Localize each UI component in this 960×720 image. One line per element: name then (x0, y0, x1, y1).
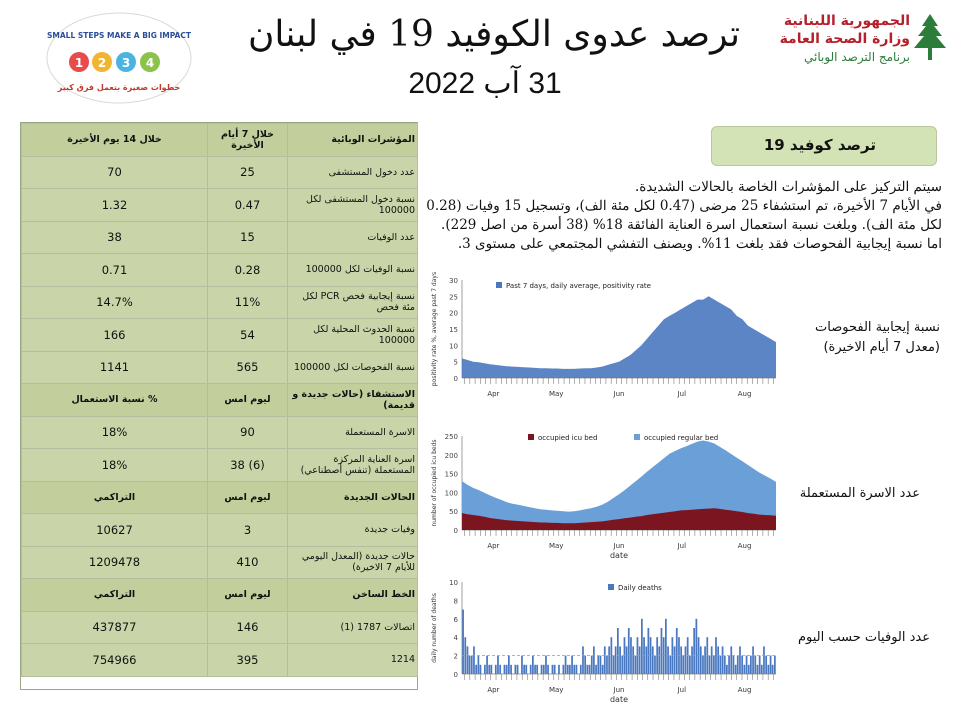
death-bar (534, 665, 536, 674)
y-tick-label: 0 (453, 375, 458, 383)
indicator-value: 565 (208, 351, 288, 384)
death-bar (462, 610, 464, 674)
death-bar (604, 646, 606, 674)
indicator-label: الاسرة المستعملة (288, 416, 418, 449)
table-header-row (22, 384, 418, 417)
death-bar (547, 665, 549, 674)
death-bar (667, 646, 669, 674)
indicator-value: 54 (208, 319, 288, 352)
death-bar (567, 665, 569, 674)
death-bar (497, 656, 499, 674)
death-bar (754, 656, 756, 674)
death-bar (565, 656, 567, 674)
death-bar (737, 656, 739, 674)
legend-label: occupied icu bed (538, 434, 598, 442)
x-month-label: Jul (677, 542, 687, 550)
x-month-label: May (548, 542, 564, 550)
svg-text:خطوات صغيرة بتعمل فرق كبير: خطوات صغيرة بتعمل فرق كبير (57, 83, 181, 92)
death-bar (772, 665, 774, 674)
y-axis-label: positivity rate %, average past 7 days (431, 272, 438, 387)
death-bar (691, 646, 693, 674)
indicator-value: 38 (22, 221, 208, 254)
death-bar (641, 619, 643, 674)
x-axis-label: date (609, 551, 629, 560)
table-row (22, 319, 418, 352)
death-bar (552, 665, 554, 674)
death-bar (750, 656, 752, 674)
death-bar (569, 665, 571, 674)
table-header-cell: خلال 7 أيام الأخيرة (208, 124, 288, 157)
indicator-label: نسبة إيجابية فحص PCR لكل مئة فحص (288, 286, 418, 319)
death-bar (700, 646, 702, 674)
table-header-cell: التراكمي (22, 579, 208, 612)
death-bar (730, 646, 732, 674)
indicator-value: 70 (22, 156, 208, 189)
indicator-value: 10627 (22, 514, 208, 547)
ministry-line2: وزارة الصحة العامة (779, 31, 910, 47)
death-bar (726, 665, 728, 674)
y-tick-label: 8 (453, 597, 458, 606)
table-header-row (22, 124, 418, 157)
ministry-logo-text (760, 12, 910, 66)
table-header-cell: الخط الساخن (288, 579, 418, 612)
table-row (22, 221, 418, 254)
indicator-value: 18% (22, 449, 208, 482)
death-bar (658, 646, 660, 674)
death-bar (536, 665, 538, 674)
table-header-cell: ليوم امس (208, 384, 288, 417)
death-bar (495, 665, 497, 674)
death-bar (635, 656, 637, 674)
y-tick-label: 25 (449, 293, 458, 302)
death-bar (488, 665, 490, 674)
death-bar (530, 665, 532, 674)
death-bar (486, 656, 488, 674)
table-row (22, 351, 418, 384)
svg-text:SMALL STEPS MAKE A BIG IMPACT: SMALL STEPS MAKE A BIG IMPACT (47, 31, 191, 40)
x-month-label: Aug (737, 390, 752, 398)
x-month-label: Jul (677, 686, 687, 694)
death-bar (499, 665, 501, 674)
y-tick-label: 2 (453, 652, 458, 661)
summary-p3: اما نسبة إيجابية الفحوصات فقد بلغت 11%. ويصنف التفشي المجتمعي على مستوى 3. (457, 236, 942, 252)
indicator-value: 0.28 (208, 254, 288, 287)
indicator-label: وفيات جديدة (288, 514, 418, 547)
death-bar (506, 665, 508, 674)
death-bar (589, 665, 591, 674)
death-bar (582, 646, 584, 674)
y-tick-label: 10 (449, 342, 458, 351)
x-month-label: Jun (613, 390, 625, 398)
death-bar (639, 646, 641, 674)
indicator-value: 38 (6) (208, 449, 288, 482)
death-bar (591, 656, 593, 674)
indicator-label: اسرة العناية المركزة المستعملة (تنفس أصطناعي) (288, 449, 418, 482)
indicator-label: عدد الوفيات (288, 221, 418, 254)
death-bar (621, 656, 623, 674)
death-bar (525, 665, 527, 674)
indicator-value: 395 (208, 644, 288, 677)
positivity-chart (424, 272, 784, 410)
indicator-label: حالات جديدة (المعدل اليومي للأيام 7 الاخيرة) (288, 546, 418, 579)
death-bar (748, 665, 750, 674)
y-tick-label: 0 (453, 527, 458, 535)
y-tick-label: 250 (444, 433, 458, 441)
death-bar (484, 665, 486, 674)
death-bar (597, 656, 599, 674)
table-row (22, 254, 418, 287)
death-bar (682, 656, 684, 674)
summary-p1: سيتم التركيز على المؤشرات الخاصة بالحالات الشديدة. (635, 179, 942, 195)
report-date: 31 آب 2022 (408, 67, 562, 100)
cedar-logo-icon (908, 12, 952, 64)
death-bar (768, 665, 770, 674)
y-tick-label: 0 (453, 671, 458, 679)
death-bar (628, 628, 630, 674)
death-bar (724, 656, 726, 674)
table-header-cell: ليوم امس (208, 481, 288, 514)
campaign-logo (44, 10, 194, 105)
positivity-side-label: نسبة إيجابية الفحوصات (معدل 7 أيام الاخيرة) (815, 320, 940, 355)
beds-side-label: عدد الاسرة المستعملة (799, 486, 920, 501)
table-row (22, 286, 418, 319)
death-bar (761, 665, 763, 674)
death-bar (580, 665, 582, 674)
indicator-value: 14.7% (22, 286, 208, 319)
death-bar (558, 665, 560, 674)
death-bar (741, 656, 743, 674)
death-bar (517, 665, 519, 674)
covid-box-label: ترصد كوفيد 19 (763, 136, 876, 154)
death-bar (608, 646, 610, 674)
death-bar (521, 656, 523, 674)
death-bar (654, 656, 656, 674)
y-tick-label: 6 (453, 615, 458, 624)
death-bar (685, 646, 687, 674)
y-tick-label: 4 (453, 634, 458, 643)
indicator-value: 18% (22, 416, 208, 449)
death-bar (696, 619, 698, 674)
y-tick-label: 5 (453, 358, 458, 367)
death-bar (770, 656, 772, 674)
indicator-value: 0.71 (22, 254, 208, 287)
indicator-label: نسبة الفحوصات لكل 100000 (288, 351, 418, 384)
indicator-value: 437877 (22, 611, 208, 644)
y-tick-label: 100 (444, 489, 458, 498)
death-bar (630, 637, 632, 674)
death-bar (752, 646, 754, 674)
death-bar (757, 665, 759, 674)
indicator-value: 146 (208, 611, 288, 644)
indicator-value: 754966 (22, 644, 208, 677)
svg-text:2: 2 (97, 56, 107, 70)
death-bar (733, 656, 735, 674)
death-bar (619, 646, 621, 674)
table-header-cell: المؤشرات الوبائية (288, 124, 418, 157)
death-bar (554, 665, 556, 674)
table-row (22, 156, 418, 189)
death-bar (510, 665, 512, 674)
indicator-value: 11% (208, 286, 288, 319)
death-bar (541, 665, 543, 674)
death-bar (763, 646, 765, 674)
death-bar (471, 656, 473, 674)
covid-surveillance-box (711, 126, 937, 166)
ministry-line3: برنامج الترصد الوبائي (803, 50, 910, 64)
death-bar (674, 646, 676, 674)
table-header-cell: ليوم امس (208, 579, 288, 612)
legend-swatch (608, 584, 614, 590)
y-tick-label: 50 (449, 508, 458, 517)
y-tick-label: 150 (444, 470, 458, 479)
death-bar (613, 656, 615, 674)
indicator-value: 0.47 (208, 189, 288, 222)
legend-swatch (528, 434, 534, 440)
indicator-value: 1141 (22, 351, 208, 384)
death-bar (532, 656, 534, 674)
page-title: ترصد عدوى الكوفيد 19 في لبنان (247, 14, 740, 55)
death-bar (739, 646, 741, 674)
death-bar (573, 665, 575, 674)
death-bar (661, 628, 663, 674)
death-bar (615, 646, 617, 674)
table-header-row (22, 481, 418, 514)
beds-chart (424, 426, 784, 574)
x-month-label: Jun (613, 542, 625, 550)
legend-label: Daily deaths (618, 584, 662, 592)
death-bar (765, 656, 767, 674)
death-bar (600, 656, 602, 674)
x-month-label: Apr (487, 390, 500, 398)
indicator-label: نسبة الوفيات لكل 100000 (288, 254, 418, 287)
death-bar (759, 656, 761, 674)
table-row (22, 644, 418, 677)
indicator-value: 166 (22, 319, 208, 352)
death-bar (720, 656, 722, 674)
table-row (22, 611, 418, 644)
table-header-cell: الحالات الجديدة (288, 481, 418, 514)
table-header-row (22, 579, 418, 612)
death-bar (704, 646, 706, 674)
death-bar (735, 665, 737, 674)
death-bar (595, 665, 597, 674)
legend-swatch (634, 434, 640, 440)
table-header-cell: الاستشفاء (حالات جديدة و قديمة) (288, 384, 418, 417)
table-header-cell: خلال 14 يوم الأخيرة (22, 124, 208, 157)
table-row (22, 189, 418, 222)
indicator-value: 25 (208, 156, 288, 189)
x-month-label: Jul (677, 390, 687, 398)
indicator-label: نسبة الحدوث المحلية لكل 100000 (288, 319, 418, 352)
death-bar (617, 628, 619, 674)
table-row (22, 514, 418, 547)
death-bar (722, 646, 724, 674)
indicator-value: 90 (208, 416, 288, 449)
death-bar (715, 637, 717, 674)
death-bar (611, 637, 613, 674)
legend-label: Past 7 days, daily average, positivity rate (506, 282, 651, 290)
death-bar (475, 665, 477, 674)
indicator-value: 1.32 (22, 189, 208, 222)
x-month-label: Jun (613, 686, 625, 694)
death-bar (606, 656, 608, 674)
death-bar (571, 656, 573, 674)
summary-p2: في الأيام 7 الأخيرة، تم استشفاء 25 مرضى (0.47 لكل مئة الف)، وتسجيل 15 وفيات (0.28 لكل مئة الف). وبلغت نسبة استعمال اسرة العناية الفائقة 18% (38 أسرة من اصل 229). (426, 198, 942, 233)
indicator-value: 1209478 (22, 546, 208, 579)
death-bar (491, 665, 493, 674)
death-bar (680, 646, 682, 674)
table-header-cell: % نسبة الاستعمال (22, 384, 208, 417)
death-bar (480, 665, 482, 674)
svg-text:1: 1 (74, 56, 84, 70)
y-tick-label: 20 (449, 309, 458, 318)
death-bar (626, 646, 628, 674)
death-bar (523, 665, 525, 674)
table-row (22, 416, 418, 449)
y-tick-label: 15 (449, 326, 458, 334)
death-bar (467, 646, 469, 674)
death-bar (478, 656, 480, 674)
death-bar (576, 665, 578, 674)
death-bar (504, 665, 506, 674)
death-bar (669, 656, 671, 674)
y-tick-label: 10 (449, 579, 458, 587)
death-bar (632, 646, 634, 674)
death-bar (711, 646, 713, 674)
death-bar (665, 619, 667, 674)
legend-swatch (496, 282, 502, 288)
legend-label: occupied regular bed (644, 434, 719, 442)
y-axis-label: daily number of deaths (431, 593, 438, 663)
death-bar (602, 665, 604, 674)
death-bar (469, 656, 471, 674)
death-bar (593, 646, 595, 674)
death-bar (584, 656, 586, 674)
indicator-label: 1214 (288, 644, 418, 677)
death-bar (587, 665, 589, 674)
death-bar (693, 628, 695, 674)
x-month-label: May (548, 390, 564, 398)
ministry-line1: الجمهورية اللبنانية (783, 13, 910, 29)
deaths-side-label: عدد الوفيات حسب اليوم (797, 630, 930, 645)
death-bar (744, 665, 746, 674)
death-bar (774, 656, 776, 674)
death-bar (709, 656, 711, 674)
indicator-value: 15 (208, 221, 288, 254)
death-bar (508, 656, 510, 674)
death-bar (563, 665, 565, 674)
death-bar (543, 665, 545, 674)
indicator-label: عدد دخول المستشفى (288, 156, 418, 189)
x-month-label: Aug (737, 686, 752, 694)
death-bar (515, 665, 517, 674)
y-tick-label: 30 (449, 277, 458, 285)
indicator-value: 410 (208, 546, 288, 579)
table-row (22, 449, 418, 482)
death-bar (728, 656, 730, 674)
svg-text:4: 4 (145, 56, 155, 70)
death-bar (473, 646, 475, 674)
indicator-label: اتصالات 1787 (1) (288, 611, 418, 644)
indicators-table (20, 122, 418, 690)
death-bar (648, 628, 650, 674)
x-month-label: May (548, 686, 564, 694)
x-axis-label: date (609, 695, 629, 704)
deaths-chart (424, 574, 784, 704)
x-month-label: Apr (487, 686, 500, 694)
table-header-cell: التراكمي (22, 481, 208, 514)
death-bar (713, 656, 715, 674)
death-bar (717, 646, 719, 674)
y-axis-label: number of occupied icu beds (431, 439, 438, 527)
table-row (22, 546, 418, 579)
y-tick-label: 200 (444, 451, 458, 460)
death-bar (689, 656, 691, 674)
death-bar (746, 656, 748, 674)
svg-text:3: 3 (121, 56, 131, 70)
death-bar (545, 656, 547, 674)
death-bar (676, 628, 678, 674)
x-month-label: Apr (487, 542, 500, 550)
death-bar (702, 656, 704, 674)
indicator-value: 3 (208, 514, 288, 547)
summary-text (422, 178, 942, 254)
death-bar (652, 646, 654, 674)
indicator-label: نسبة دخول المستشفى لكل 100000 (288, 189, 418, 222)
x-month-label: Aug (737, 542, 752, 550)
positivity-area (462, 296, 776, 378)
death-bar (645, 646, 647, 674)
